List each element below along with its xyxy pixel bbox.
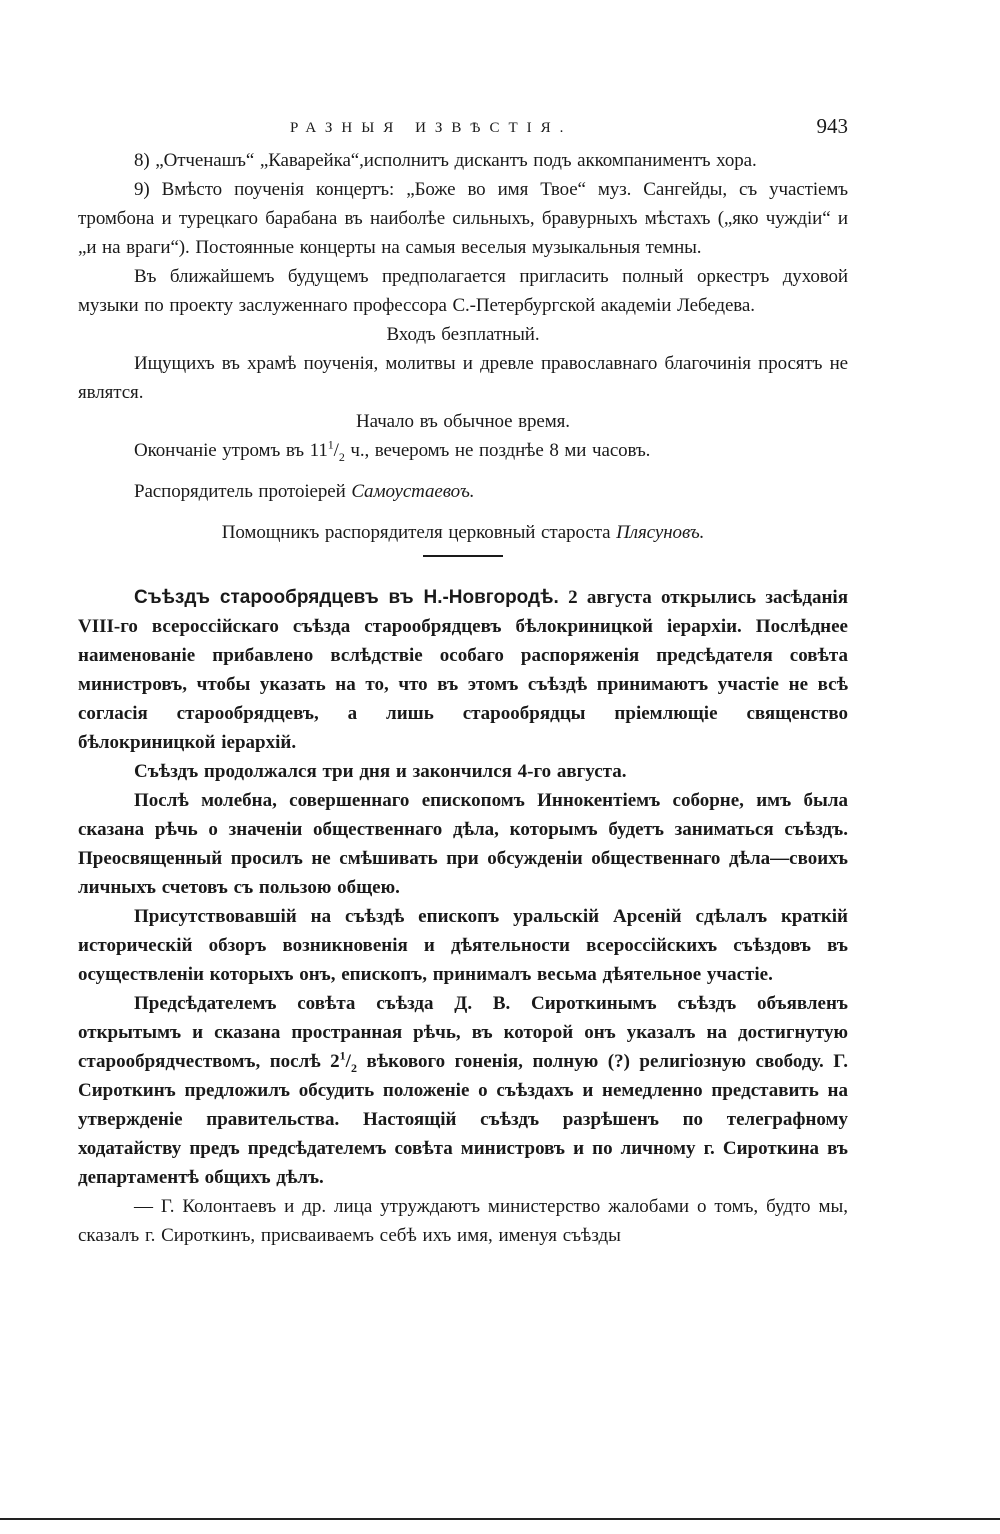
- congress-paragraph-1: [78, 583, 848, 757]
- manager-line: [78, 477, 848, 506]
- congress-paragraph-5-text-b: вѣкового гоненія, полную (?) религіозную свободу. Г. Сироткинъ предложилъ обсудить положеніе о съѣздахъ и немедленно представить на утвержденіе правительства. Настоящій съѣздъ разрѣшенъ по телеграфному ходатайству предъ предсѣдателемъ совѣта министровъ и по личному г. Сироткина въ департаментѣ общихъ дѣлъ.: [78, 1051, 848, 1188]
- end-time-frac-num: 1: [327, 437, 334, 452]
- congress-paragraph-4: Присутствовавшій на съѣздѣ епископъ уральскій Арсеній сдѣлалъ краткій историческій обзоръ возникновенія и дѣятельности всероссійскихъ съѣздовъ въ осуществленіи которыхъ онъ, епископъ, принималъ весьма дѣятельное участіе.: [78, 906, 848, 985]
- section-program: [78, 146, 848, 557]
- entrance-note: Входъ безплатный.: [386, 324, 540, 345]
- page-body: [78, 112, 848, 1250]
- congress-paragraph-1-text: 2 августа открылись засѣданія VIII-го всероссійскаго съѣзда старообрядцевъ бѣлокриницкой іерархіи. Послѣднее наименованіе прибавлено вслѣдствіе особаго распоряженія предсѣдателя совѣта министровъ, чтобы указать на то, что въ этомъ съѣздѣ принимаютъ участіе не всѣ согласія старообрядцевъ, а лишь старообрядцы пріемлющіе священство бѣлокриницкой іерархій.: [78, 587, 848, 753]
- congress-paragraph-6: — Г. Колонтаевъ и др. лица утруждаютъ министерство жалобами о томъ, будто мы, сказалъ г. Сироткинъ, присваиваемъ себѣ ихъ имя, именуя съѣзды: [78, 1196, 848, 1246]
- end-time-frac-den: 2: [338, 449, 345, 464]
- congress-heading: Съѣздъ старообрядцевъ въ Н.-Новгородѣ.: [134, 587, 559, 608]
- running-header: [78, 112, 848, 146]
- section-separator: [423, 555, 503, 557]
- running-title: РАЗНЫЯ ИЗВѢСТІЯ.: [290, 120, 573, 136]
- seekers-paragraph: Ищущихъ въ храмѣ поученія, молитвы и древле православнаго благочинія просятъ не являтся.: [78, 353, 848, 403]
- congress-frac-den: 2: [350, 1060, 357, 1075]
- end-time-text-b: ч., вечеромъ не позднѣе 8 ми часовъ.: [344, 440, 651, 461]
- section-congress: [78, 583, 848, 1250]
- page-number: 943: [816, 114, 848, 138]
- assistant-name: Плясуновъ.: [616, 522, 705, 543]
- assistant-label: Помощникъ распорядителя церковный староста: [221, 522, 617, 543]
- program-item-8: 8) „Отченашъ“ „Каварейка“,исполнитъ дискантъ подъ аккомпаниментъ хора.: [134, 150, 757, 171]
- manager-label: Распорядитель протоіерей: [134, 481, 352, 502]
- start-time-note: Начало въ обычное время.: [356, 411, 570, 432]
- bottom-scan-edge: [0, 1518, 1000, 1520]
- program-item-9: 9) Вмѣсто поученія концертъ: „Боже во имя Твое“ муз. Сангейды, съ участіемъ тромбона и турецкаго барабана въ наиболѣе сильныхъ, бравурныхъ мѣстахъ („яко чуждіи“ и „и на враги“). Постоянные концерты на самыя веселыя музыкальныя темны.: [78, 179, 848, 258]
- congress-paragraph-5: Предсѣдателемъ совѣта съѣзда Д. В. Сироткинымъ съѣздъ объявленъ открытымъ и сказана пространная рѣчь, въ которой онъ указалъ на достигнутую старообрядчествомъ, послѣ $2^1/_2$ вѣкового гоненія, полную (?) религіозную свободу. Г. Сироткинъ предложилъ обсудить положеніе о съѣздахъ и немедленно представить на утвержденіе правительства. Настоящій съѣздъ разрѣшенъ по телеграфному ходатайству предъ предсѣдателемъ совѣта министровъ и по личному г. Сироткина въ департаментѣ общихъ дѣлъ.: [78, 993, 848, 1188]
- end-time-text-a: Окончаніе утромъ въ 11: [134, 440, 328, 461]
- congress-paragraph-3: Послѣ молебна, совершеннаго епископомъ Иннокентіемъ соборне, имъ была сказана рѣчь о значеніи общественнаго дѣла, которымъ будетъ заниматься съѣздъ. Преосвященный просилъ не смѣшивать при обсужденіи общественнаго дѣла—своихъ личныхъ счетовъ съ пользою общею.: [78, 790, 848, 898]
- orchestra-paragraph: Въ ближайшемъ будущемъ предполагается пригласить полный оркестръ духовой музыки по проекту заслуженнаго профессора С.-Петербургской академіи Лебедева.: [78, 266, 848, 316]
- congress-paragraph-5-text-a: Предсѣдателемъ совѣта съѣзда Д. В. Сироткинымъ съѣздъ объявленъ открытымъ и сказана пространная рѣчь, въ которой онъ указалъ на достигнутую старообрядчествомъ, послѣ 2: [78, 993, 848, 1072]
- congress-paragraph-2: Съѣздъ продолжался три дня и закончился 4-го августа.: [134, 761, 627, 782]
- end-time-note: Окончаніе утромъ въ $11^1/_2$ ч., вечеромъ не позднѣе 8 ми часовъ.: [134, 437, 651, 464]
- congress-frac-num: 1: [339, 1048, 346, 1063]
- assistant-line: [78, 518, 848, 547]
- manager-name: Самоустаевоъ.: [351, 481, 475, 502]
